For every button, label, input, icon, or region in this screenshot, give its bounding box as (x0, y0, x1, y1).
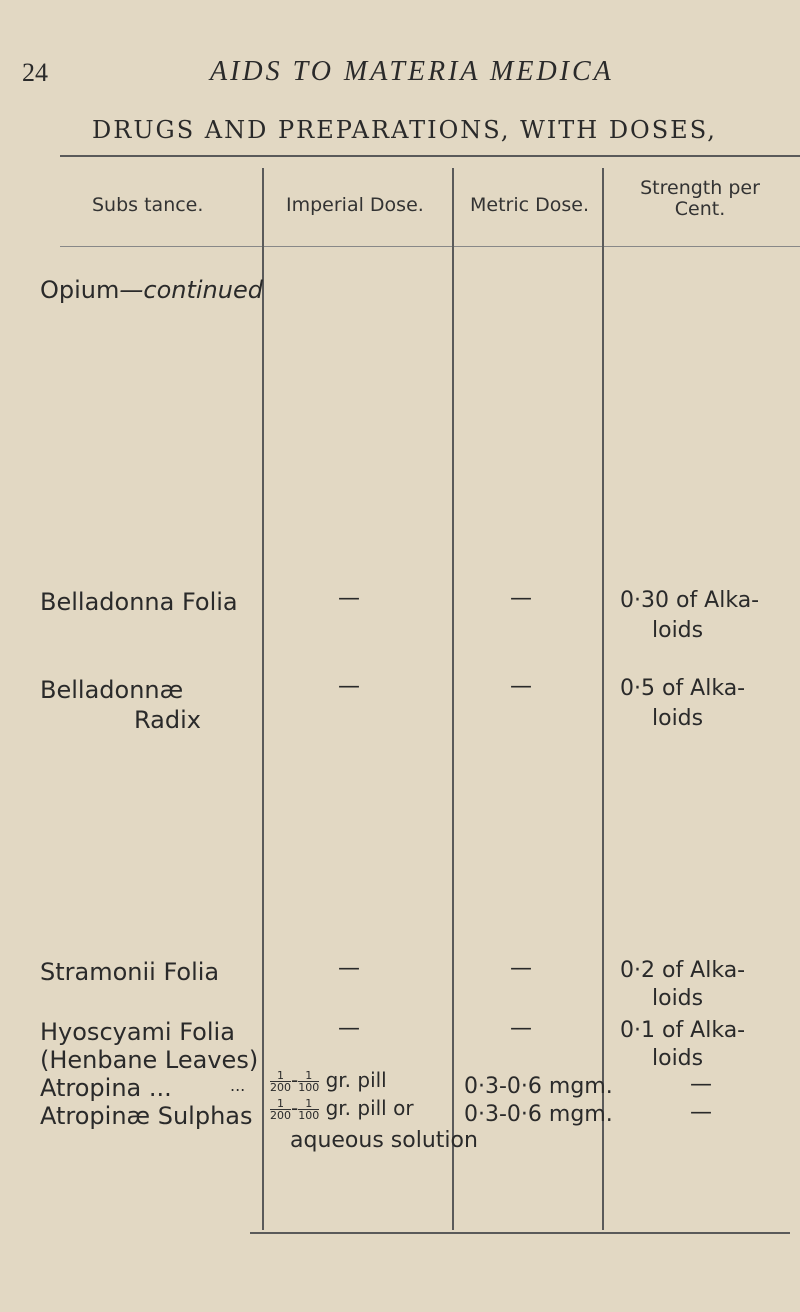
section-title: DRUGS AND PREPARATIONS, WITH DOSES, (92, 116, 717, 144)
column-divider-1 (262, 168, 264, 1230)
imperial-cell-line2: aqueous solution (290, 1128, 478, 1153)
metric-cell: — (510, 674, 532, 699)
substance-cell-line2: (Henbane Leaves) (40, 1046, 259, 1074)
page-number: 24 (22, 58, 48, 87)
metric-cell: — (510, 586, 532, 611)
strength-cell-line2: loids (652, 1046, 704, 1071)
leader-dots: ... (230, 1076, 246, 1095)
header-substance: Subs tance. (92, 194, 204, 216)
strength-cell: — (690, 1072, 712, 1097)
header-imperial-dose: Imperial Dose. (286, 194, 424, 216)
strength-cell: 0·1 of Alka- (620, 1018, 746, 1043)
header-metric-dose: Metric Dose. (470, 194, 589, 216)
imperial-cell: — (338, 956, 360, 981)
imperial-cell: $\frac{1}{200}$ - $\frac{1}{100}$ gr. pill or (270, 1096, 414, 1122)
strength-cell: 0·30 of Alka- (620, 588, 760, 613)
header-bottom-rule (60, 246, 800, 247)
imperial-cell: — (338, 586, 360, 611)
strength-cell-line2: loids (652, 986, 704, 1011)
running-title: AIDS TO MATERIA MEDICA (210, 56, 614, 87)
metric-cell: — (510, 1016, 532, 1041)
metric-cell: 0·3-0·6 mgm. (464, 1102, 613, 1127)
group-heading: Opium—continued (40, 276, 263, 304)
substance-cell-line2: Radix (134, 706, 201, 734)
imperial-cell: — (338, 1016, 360, 1041)
strength-cell-line2: loids (652, 706, 704, 731)
imperial-cell: $\frac{1}{200}$ - $\frac{1}{100}$ gr. pill (270, 1068, 387, 1094)
table-top-rule (60, 155, 800, 157)
metric-cell: — (510, 956, 532, 981)
strength-cell: 0·2 of Alka- (620, 958, 746, 983)
substance-cell: Atropinæ Sulphas (40, 1102, 253, 1130)
metric-cell: 0·3-0·6 mgm. (464, 1074, 613, 1099)
substance-cell: Belladonna Folia (40, 588, 238, 616)
header-strength: Strength per Cent. (640, 177, 760, 220)
imperial-cell: — (338, 674, 360, 699)
strength-cell: 0·5 of Alka- (620, 676, 746, 701)
column-divider-3 (602, 168, 604, 1230)
strength-cell-line2: loids (652, 618, 704, 643)
strength-cell: — (690, 1100, 712, 1125)
table-bottom-rule (250, 1232, 790, 1234)
substance-cell: Belladonnæ (40, 676, 184, 704)
substance-cell: Hyoscyami Folia (40, 1018, 235, 1046)
substance-cell: Atropina ... (40, 1074, 172, 1102)
column-divider-2 (452, 168, 454, 1230)
substance-cell: Stramonii Folia (40, 958, 220, 986)
